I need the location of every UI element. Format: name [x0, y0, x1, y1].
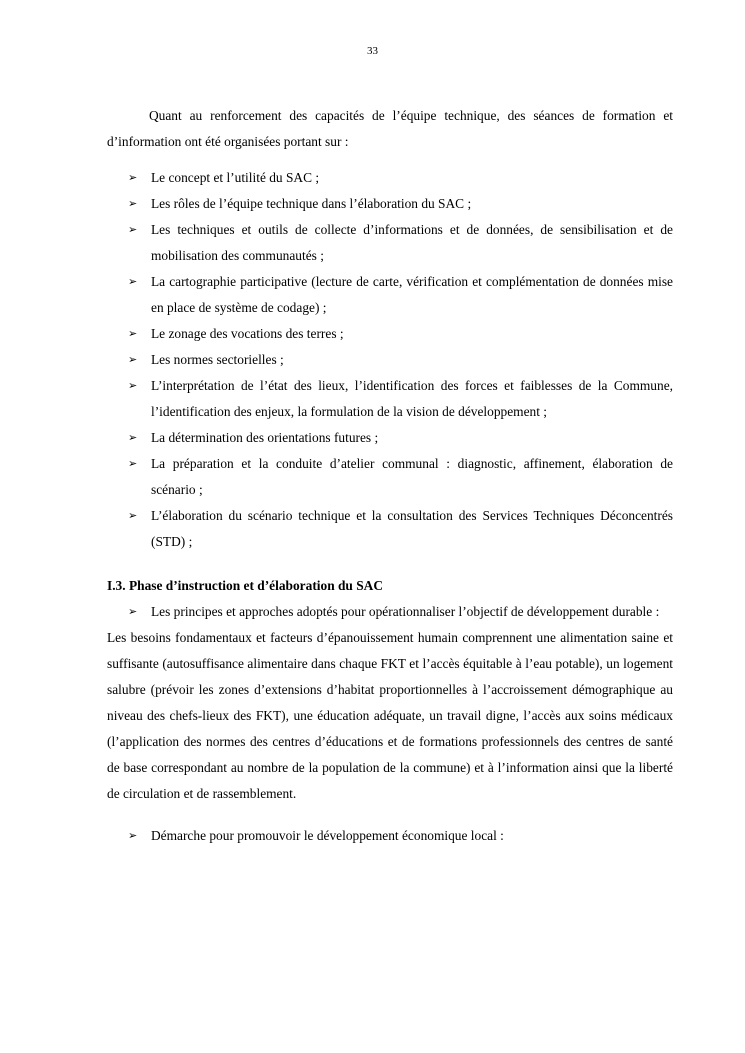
arrowhead-bullet-icon: ➢: [128, 354, 138, 366]
section-bullet-list-2: [107, 823, 673, 849]
page-number: 33: [367, 45, 378, 57]
arrowhead-bullet-icon: ➢: [128, 172, 138, 184]
list-item: ➢ Le zonage des vocations des terres ;: [107, 321, 673, 347]
section-heading: I.3. Phase d’instruction et d’élaboration du SAC: [107, 578, 384, 593]
arrowhead-bullet-icon: ➢: [128, 432, 138, 444]
arrowhead-bullet-icon: ➢: [128, 328, 138, 340]
arrowhead-bullet-icon: ➢: [128, 458, 138, 470]
arrowhead-bullet-icon: ➢: [128, 276, 138, 288]
arrowhead-bullet-icon: ➢: [128, 380, 138, 392]
section-bullet-list: [107, 599, 673, 625]
list-item: ➢ Les techniques et outils de collecte d’informations et de données, de sensibilisation et de mobilisation des communautés ;: [107, 217, 673, 269]
list-item: ➢ L’élaboration du scénario technique et la consultation des Services Techniques Déconcentrés (STD) ;: [107, 503, 673, 555]
arrowhead-bullet-icon: ➢: [128, 830, 138, 842]
arrowhead-bullet-icon: ➢: [128, 606, 138, 618]
document-body: [107, 103, 673, 849]
intro-paragraph: Quant au renforcement des capacités de l’équipe technique, des séances de formation et d’information ont été organisées portant sur :: [107, 108, 673, 149]
list-item: ➢ Les rôles de l’équipe technique dans l’élaboration du SAC ;: [107, 191, 673, 217]
section-paragraph: Les besoins fondamentaux et facteurs d’épanouissement humain comprennent une alimentation saine et suffisante (autosuffisance alimentaire dans chaque FKT et l’accès équitable à l’eau potable), un logement salubre (prévoir les zones d’extensions d’habitat proportionnelles à l’accroissement démographique au niveau des chefs-lieux des FKT), une éducation adéquate, un travail digne, l’accès aux soins médicaux (l’application des normes des centres d’éducations et de formations professionnels des centres de santé de base correspondant au nombre de la population de la commune) et à l’information ainsi que la liberté de circulation et de rassemblement.: [107, 630, 673, 801]
list-item: ➢ Le concept et l’utilité du SAC ;: [107, 165, 673, 191]
list-item: ➢ La détermination des orientations futures ;: [107, 425, 673, 451]
list-item: ➢ La préparation et la conduite d’atelier communal : diagnostic, affinement, élaboration de scénario ;: [107, 451, 673, 503]
list-item: ➢ Démarche pour promouvoir le développement économique local :: [107, 823, 673, 849]
arrowhead-bullet-icon: ➢: [128, 224, 138, 236]
arrowhead-bullet-icon: ➢: [128, 198, 138, 210]
arrowhead-bullet-icon: ➢: [128, 510, 138, 522]
list-item: ➢ Les normes sectorielles ;: [107, 347, 673, 373]
list-item: ➢ Les principes et approches adoptés pour opérationnaliser l’objectif de développement durable :: [107, 599, 673, 625]
list-item: ➢ La cartographie participative (lecture de carte, vérification et complémentation de données mise en place de système de codage) ;: [107, 269, 673, 321]
training-topics-list: [107, 165, 673, 555]
list-item: ➢ L’interprétation de l’état des lieux, l’identification des forces et faiblesses de la Commune, l’identification des enjeux, la formulation de la vision de développement ;: [107, 373, 673, 425]
